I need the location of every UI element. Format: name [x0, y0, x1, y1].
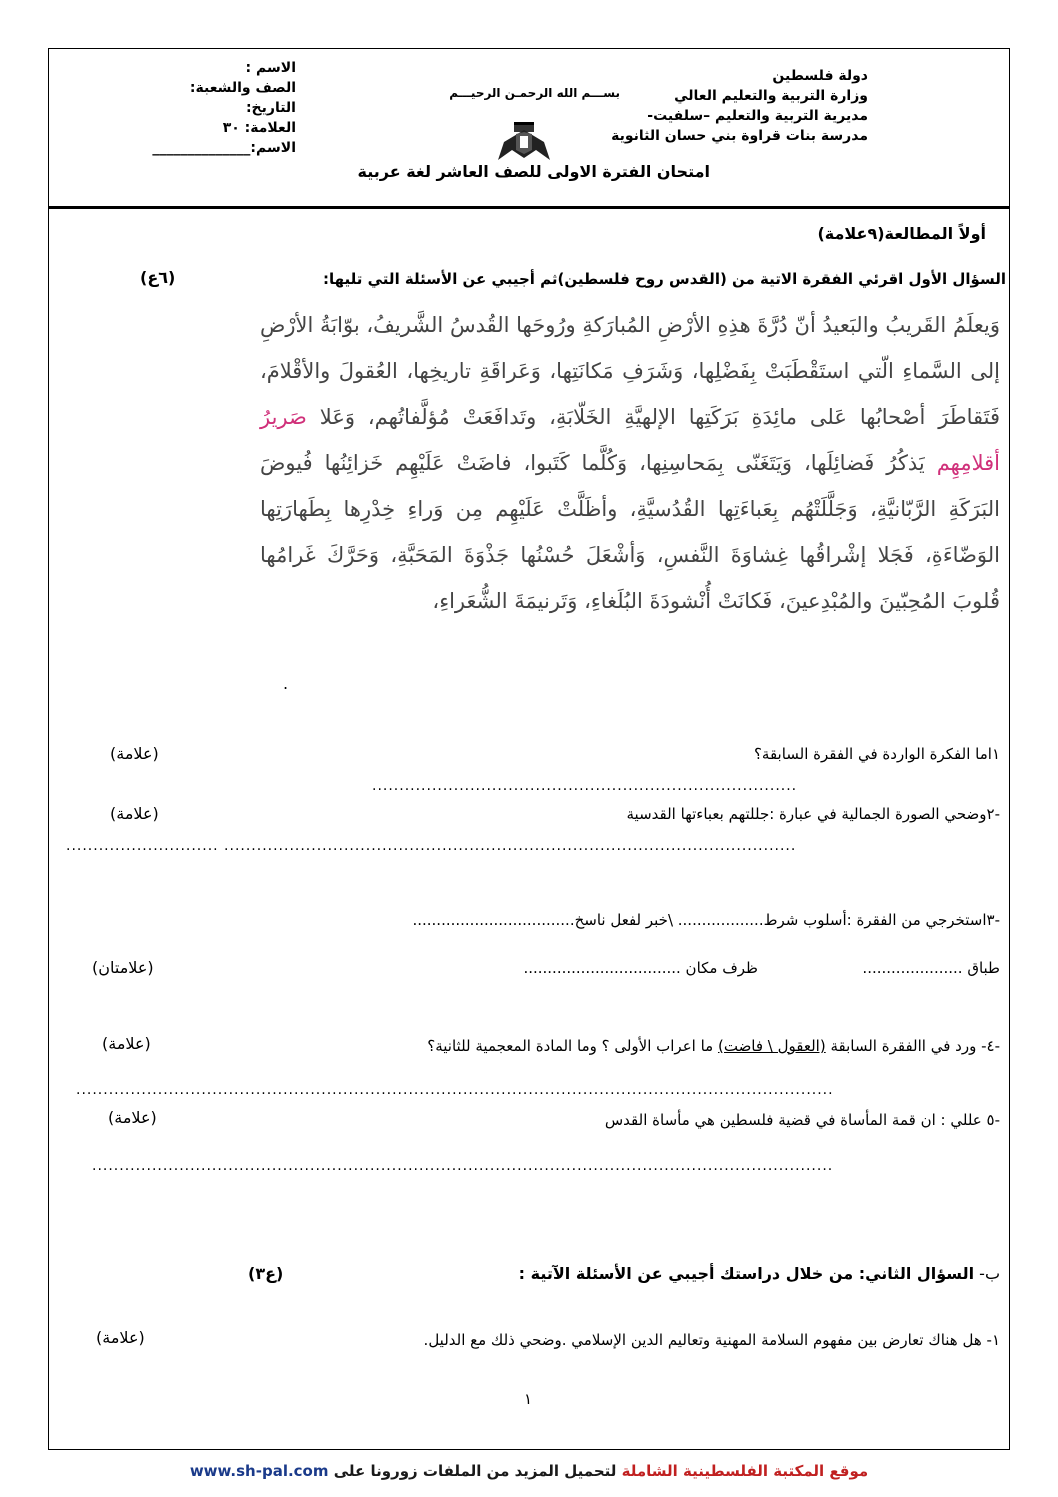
question2-mark: (ع٣) [248, 1264, 284, 1283]
q3-antonym: طباق ..................... [862, 959, 1000, 977]
q4-text [180, 1036, 1000, 1056]
header-line: مدرسة بنات قراوة بني حسان الثانوية [611, 128, 868, 144]
question1-heading: السؤال الأول اقرئي الفقرة الاتية من (القدس روح فلسطين)ثم أجيبي عن الأسئلة التي تليها: [323, 270, 1006, 288]
q3-adverb: ظرف مكان ................................. [523, 959, 758, 977]
q1-mark: (علامة) [110, 744, 159, 763]
question2-prefix: ب- [974, 1264, 1000, 1283]
student-info [78, 58, 296, 158]
emblem-icon [494, 120, 554, 162]
question2-heading [440, 1264, 1000, 1283]
q4-post: ما اعراب الأولى ؟ وما المادة المعجمية للثانية؟ [427, 1037, 718, 1055]
class-field: الصف والشعبة: [189, 80, 296, 96]
q5-mark: (علامة) [108, 1108, 157, 1127]
answer-line: .............................................................................. [372, 778, 798, 794]
reading-passage [260, 302, 1000, 624]
name-field: الاسم : [245, 60, 296, 76]
footer-download-text: لتحميل المزيد من الملفات زورونا على [333, 1462, 617, 1480]
basmala: بســـم الله الرحمـن الرحيـــم [449, 86, 620, 100]
footer [0, 1462, 1058, 1480]
q2-mark: (علامة) [110, 804, 159, 823]
section-title: أولاً المطالعة(٩علامة) [817, 224, 986, 243]
q4-mark: (علامة) [102, 1034, 151, 1053]
header-institution [548, 66, 868, 146]
header-line: دولة فلسطين [772, 68, 868, 84]
date-field: التاريخ: [245, 100, 296, 116]
answer-line: ........................................................................................................................................ [92, 1158, 834, 1174]
footer-url[interactable]: www.sh-pal.com [189, 1462, 329, 1480]
q5-text: -٥ عللي : ان قمة المأساة في قضية فلسطين هي مأساة القدس [604, 1111, 1000, 1129]
q2-1-text: ١- هل هناك تعارض بين مفهوم السلامة المهنية وتعاليم الدين الإسلامي .وضحي ذلك مع الدليل. [423, 1331, 1000, 1349]
answer-line: ............................ ......................................................................................................... [66, 838, 797, 854]
header-divider [48, 206, 1010, 209]
q4-pre: -٤- ورد في االفقرة السابقة [825, 1037, 1000, 1055]
q3-mark: (علامتان) [92, 958, 154, 977]
q2-1-mark: (علامة) [96, 1328, 145, 1347]
exam-title: امتحان الفترة الاولى للصف العاشر لغة عربية [357, 162, 710, 181]
grade-field: العلامة: ٣٠ [222, 120, 296, 136]
footer-site-name: موقع المكتبة الفلسطينية الشاملة [621, 1462, 869, 1480]
answer-line: ........................................................................................................................................... [76, 1082, 834, 1098]
question2-title: السؤال الثاني: من خلال دراستك أجيبي عن الأسئلة الآتية : [518, 1264, 975, 1283]
name-line: الاسم:______________ [152, 140, 296, 156]
passage-text: يَذكُرُ فَضائِلَها، وَيَتَغَنّى بِمَحاسِنِها، وَكُلَّما كَتَبوا، فاضَتْ عَلَيْهِم خَزائِنُها فُيوضَ البَرَكَةِ الرَّبّانيَّةِ، وَجَلَّلَتْهُم بِعَباءَتِها القُدُسيَّةِ، وأظَلَّتْ عَلَيْهِم مِن وَراءِ خِدْرِها بِطَهارَتِها الوَضّاءَةِ، فَجَلا إشْراقُها غِشاوَةَ النَّفسِ، وَأشْعَلَ حُسْنُها جَذْوَةَ المَحَبَّةِ، وَحَرَّكَ غَرامُها قُلوبَ المُحِبّينَ والمُبْدِعينَ، فَكانَتْ أُنْشودَةَ البُلَغاءِ، وَتَرنيمَةَ الشُّعَراءِ، [260, 451, 1000, 613]
question1-mark: (٦ع) [140, 268, 176, 287]
q4-underlined: (العقول \ فاضت) [717, 1037, 826, 1055]
header-line: وزارة التربية والتعليم العالي [674, 88, 868, 104]
page-number: ١ [524, 1390, 533, 1408]
q2-text: -٢وضحي الصورة الجمالية في عبارة :جللتهم بعباءتها القدسية [626, 805, 1000, 823]
header-line: مديرية التربية والتعليم –سلفيت- [647, 108, 868, 124]
q3-text: -٣استخرجي من الفقرة :أسلوب شرط.................. \خبر لفعل ناسخ.................................. [412, 911, 1000, 929]
stray-dot: . [283, 674, 289, 693]
passage-highlight: صَريرُ أقلامِهِم [260, 405, 1000, 475]
passage-text: وَيعلَمُ القَريبُ والبَعيدُ أنّ دُرَّةَ هذِهِ الأرْضِ المُبارَكةِ ورُوحَها القُدسُ الشَّريفُ، بوّابَةُ الأرْضِ إلى السَّماءِ الّتي استَقْطَبَتْ بِفَضْلِها، وَشَرَفِ مَكانَتِها، وَعَراقَةِ تاريخِها، العُقولَ والأقْلامَ، فَتَقاطَرَ أصْحابُها عَلى مائِدَةِ بَرَكَتِها الإلهيَّةِ الخَلّابَةِ، وتَدافَعَتْ مُؤلَّفاتُهم، وَعَلا [260, 313, 1000, 429]
q1-text: ١اما الفكرة الواردة في الفقرة السابقة؟ [753, 745, 1000, 763]
